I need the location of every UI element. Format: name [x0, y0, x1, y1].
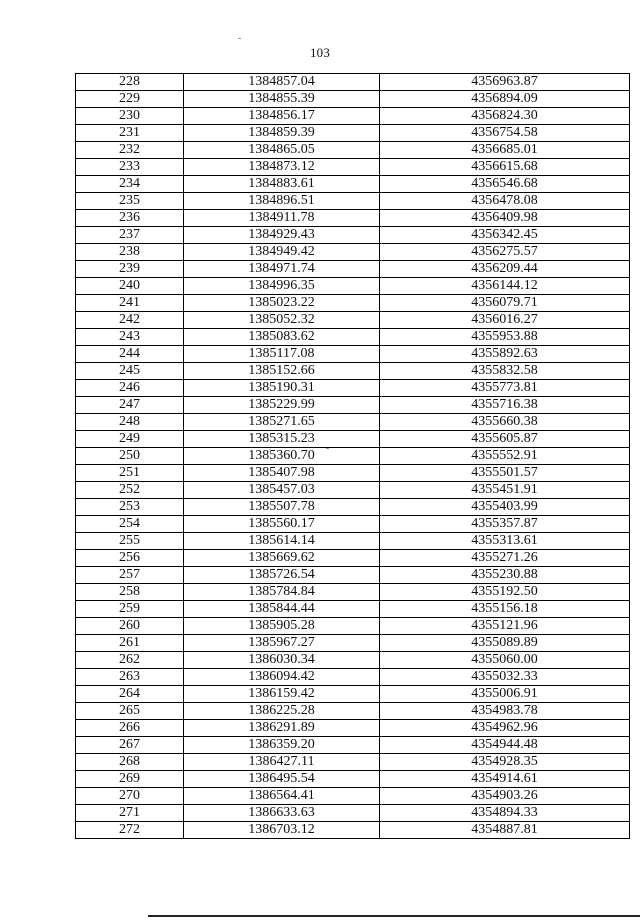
y-coordinate-cell: 4354887.81: [380, 822, 630, 839]
table-row: [76, 448, 630, 465]
x-coordinate-cell: 1384857.04: [184, 74, 380, 91]
x-coordinate-cell: 1385844.44: [184, 601, 380, 618]
point-number-cell: 244: [76, 346, 184, 363]
point-number-cell: 234: [76, 176, 184, 193]
y-coordinate-cell: 4355357.87: [380, 516, 630, 533]
point-number-cell: 251: [76, 465, 184, 482]
point-number-cell: 268: [76, 754, 184, 771]
x-coordinate-cell: 1385905.28: [184, 618, 380, 635]
y-coordinate-cell: 4356478.08: [380, 193, 630, 210]
table-row: [76, 754, 630, 771]
y-coordinate-cell: 4355605.87: [380, 431, 630, 448]
x-coordinate-cell: 1386094.42: [184, 669, 380, 686]
point-number-cell: 262: [76, 652, 184, 669]
y-coordinate-cell: 4356409.98: [380, 210, 630, 227]
point-number-cell: 228: [76, 74, 184, 91]
point-number-cell: 265: [76, 703, 184, 720]
x-coordinate-cell: 1384971.74: [184, 261, 380, 278]
scan-speck: [326, 448, 329, 449]
table-row: [76, 397, 630, 414]
point-number-cell: 250: [76, 448, 184, 465]
x-coordinate-cell: 1385190.31: [184, 380, 380, 397]
point-number-cell: 270: [76, 788, 184, 805]
table-row: [76, 431, 630, 448]
x-coordinate-cell: 1384859.39: [184, 125, 380, 142]
x-coordinate-cell: 1384855.39: [184, 91, 380, 108]
x-coordinate-cell: 1385023.22: [184, 295, 380, 312]
table-row: [76, 74, 630, 91]
table-row: [76, 635, 630, 652]
table-row: [76, 210, 630, 227]
y-coordinate-cell: 4355403.99: [380, 499, 630, 516]
point-number-cell: 253: [76, 499, 184, 516]
table-row: [76, 244, 630, 261]
y-coordinate-cell: 4356615.68: [380, 159, 630, 176]
point-number-cell: 271: [76, 805, 184, 822]
table-row: [76, 550, 630, 567]
point-number-cell: 231: [76, 125, 184, 142]
y-coordinate-cell: 4355660.38: [380, 414, 630, 431]
table-row: [76, 193, 630, 210]
y-coordinate-cell: 4356963.87: [380, 74, 630, 91]
table-row: [76, 720, 630, 737]
point-number-cell: 245: [76, 363, 184, 380]
point-number-cell: 261: [76, 635, 184, 652]
table-row: [76, 329, 630, 346]
point-number-cell: 235: [76, 193, 184, 210]
point-number-cell: 263: [76, 669, 184, 686]
coordinates-table-body: [76, 74, 630, 839]
x-coordinate-cell: 1385507.78: [184, 499, 380, 516]
point-number-cell: 256: [76, 550, 184, 567]
y-coordinate-cell: 4354928.35: [380, 754, 630, 771]
point-number-cell: 258: [76, 584, 184, 601]
x-coordinate-cell: 1385614.14: [184, 533, 380, 550]
coordinates-table: [75, 73, 630, 839]
point-number-cell: 237: [76, 227, 184, 244]
x-coordinate-cell: 1385083.62: [184, 329, 380, 346]
table-row: [76, 669, 630, 686]
y-coordinate-cell: 4356754.58: [380, 125, 630, 142]
y-coordinate-cell: 4355230.88: [380, 567, 630, 584]
bottom-rule: [148, 915, 640, 917]
table-row: [76, 380, 630, 397]
table-row: [76, 686, 630, 703]
x-coordinate-cell: 1385967.27: [184, 635, 380, 652]
table-row: [76, 499, 630, 516]
point-number-cell: 264: [76, 686, 184, 703]
point-number-cell: 242: [76, 312, 184, 329]
y-coordinate-cell: 4354944.48: [380, 737, 630, 754]
point-number-cell: 252: [76, 482, 184, 499]
point-number-cell: 269: [76, 771, 184, 788]
table-row: [76, 805, 630, 822]
x-coordinate-cell: 1386225.28: [184, 703, 380, 720]
x-coordinate-cell: 1384911.78: [184, 210, 380, 227]
y-coordinate-cell: 4356016.27: [380, 312, 630, 329]
point-number-cell: 249: [76, 431, 184, 448]
point-number-cell: 230: [76, 108, 184, 125]
point-number-cell: 238: [76, 244, 184, 261]
y-coordinate-cell: 4356894.09: [380, 91, 630, 108]
table-row: [76, 652, 630, 669]
table-row: [76, 91, 630, 108]
point-number-cell: 229: [76, 91, 184, 108]
y-coordinate-cell: 4354903.26: [380, 788, 630, 805]
table-row: [76, 788, 630, 805]
table-row: [76, 703, 630, 720]
y-coordinate-cell: 4355552.91: [380, 448, 630, 465]
table-row: [76, 295, 630, 312]
point-number-cell: 232: [76, 142, 184, 159]
y-coordinate-cell: 4354914.61: [380, 771, 630, 788]
table-row: [76, 261, 630, 278]
y-coordinate-cell: 4356275.57: [380, 244, 630, 261]
x-coordinate-cell: 1386291.89: [184, 720, 380, 737]
x-coordinate-cell: 1386030.34: [184, 652, 380, 669]
x-coordinate-cell: 1385315.23: [184, 431, 380, 448]
y-coordinate-cell: 4355716.38: [380, 397, 630, 414]
x-coordinate-cell: 1384949.42: [184, 244, 380, 261]
y-coordinate-cell: 4355271.26: [380, 550, 630, 567]
page-number: 103: [309, 45, 331, 60]
y-coordinate-cell: 4355313.61: [380, 533, 630, 550]
table-row: [76, 125, 630, 142]
table-row: [76, 601, 630, 618]
x-coordinate-cell: 1386427.11: [184, 754, 380, 771]
x-coordinate-cell: 1386359.20: [184, 737, 380, 754]
y-coordinate-cell: 4356144.12: [380, 278, 630, 295]
x-coordinate-cell: 1385726.54: [184, 567, 380, 584]
y-coordinate-cell: 4355832.58: [380, 363, 630, 380]
table-row: [76, 278, 630, 295]
table-row: [76, 584, 630, 601]
y-coordinate-cell: 4355501.57: [380, 465, 630, 482]
x-coordinate-cell: 1386703.12: [184, 822, 380, 839]
point-number-cell: 259: [76, 601, 184, 618]
point-number-cell: 257: [76, 567, 184, 584]
point-number-cell: 272: [76, 822, 184, 839]
x-coordinate-cell: 1386633.63: [184, 805, 380, 822]
table-row: [76, 567, 630, 584]
table-row: [76, 176, 630, 193]
table-row: [76, 737, 630, 754]
point-number-cell: 240: [76, 278, 184, 295]
table-row: [76, 618, 630, 635]
y-coordinate-cell: 4354894.33: [380, 805, 630, 822]
y-coordinate-cell: 4355121.96: [380, 618, 630, 635]
y-coordinate-cell: 4355006.91: [380, 686, 630, 703]
x-coordinate-cell: 1384996.35: [184, 278, 380, 295]
point-number-cell: 260: [76, 618, 184, 635]
point-number-cell: 243: [76, 329, 184, 346]
y-coordinate-cell: 4355773.81: [380, 380, 630, 397]
point-number-cell: 248: [76, 414, 184, 431]
x-coordinate-cell: 1385457.03: [184, 482, 380, 499]
point-number-cell: 247: [76, 397, 184, 414]
x-coordinate-cell: 1384865.05: [184, 142, 380, 159]
table-row: [76, 363, 630, 380]
table-row: [76, 108, 630, 125]
point-number-cell: 236: [76, 210, 184, 227]
y-coordinate-cell: 4355156.18: [380, 601, 630, 618]
y-coordinate-cell: 4355192.50: [380, 584, 630, 601]
y-coordinate-cell: 4354983.78: [380, 703, 630, 720]
x-coordinate-cell: 1385117.08: [184, 346, 380, 363]
y-coordinate-cell: 4355451.91: [380, 482, 630, 499]
y-coordinate-cell: 4356685.01: [380, 142, 630, 159]
x-coordinate-cell: 1384873.12: [184, 159, 380, 176]
x-coordinate-cell: 1384929.43: [184, 227, 380, 244]
point-number-cell: 255: [76, 533, 184, 550]
point-number-cell: 233: [76, 159, 184, 176]
y-coordinate-cell: 4356342.45: [380, 227, 630, 244]
point-number-cell: 266: [76, 720, 184, 737]
x-coordinate-cell: 1385152.66: [184, 363, 380, 380]
scan-speck: [238, 38, 241, 39]
y-coordinate-cell: 4356209.44: [380, 261, 630, 278]
point-number-cell: 241: [76, 295, 184, 312]
x-coordinate-cell: 1384856.17: [184, 108, 380, 125]
table-row: [76, 822, 630, 839]
y-coordinate-cell: 4356824.30: [380, 108, 630, 125]
point-number-cell: 267: [76, 737, 184, 754]
table-row: [76, 227, 630, 244]
x-coordinate-cell: 1384883.61: [184, 176, 380, 193]
y-coordinate-cell: 4356079.71: [380, 295, 630, 312]
x-coordinate-cell: 1385669.62: [184, 550, 380, 567]
table-row: [76, 159, 630, 176]
y-coordinate-cell: 4355060.00: [380, 652, 630, 669]
x-coordinate-cell: 1385407.98: [184, 465, 380, 482]
y-coordinate-cell: 4355953.88: [380, 329, 630, 346]
table-row: [76, 312, 630, 329]
point-number-cell: 254: [76, 516, 184, 533]
table-row: [76, 142, 630, 159]
x-coordinate-cell: 1386564.41: [184, 788, 380, 805]
point-number-cell: 239: [76, 261, 184, 278]
y-coordinate-cell: 4355089.89: [380, 635, 630, 652]
y-coordinate-cell: 4355032.33: [380, 669, 630, 686]
table-row: [76, 414, 630, 431]
x-coordinate-cell: 1385052.32: [184, 312, 380, 329]
table-row: [76, 516, 630, 533]
point-number-cell: 246: [76, 380, 184, 397]
x-coordinate-cell: 1385560.17: [184, 516, 380, 533]
y-coordinate-cell: 4355892.63: [380, 346, 630, 363]
y-coordinate-cell: 4354962.96: [380, 720, 630, 737]
x-coordinate-cell: 1386495.54: [184, 771, 380, 788]
table-row: [76, 771, 630, 788]
x-coordinate-cell: 1384896.51: [184, 193, 380, 210]
x-coordinate-cell: 1385271.65: [184, 414, 380, 431]
y-coordinate-cell: 4356546.68: [380, 176, 630, 193]
x-coordinate-cell: 1386159.42: [184, 686, 380, 703]
table-row: [76, 465, 630, 482]
x-coordinate-cell: 1385360.70: [184, 448, 380, 465]
table-row: [76, 533, 630, 550]
table-row: [76, 346, 630, 363]
x-coordinate-cell: 1385784.84: [184, 584, 380, 601]
table-row: [76, 482, 630, 499]
x-coordinate-cell: 1385229.99: [184, 397, 380, 414]
